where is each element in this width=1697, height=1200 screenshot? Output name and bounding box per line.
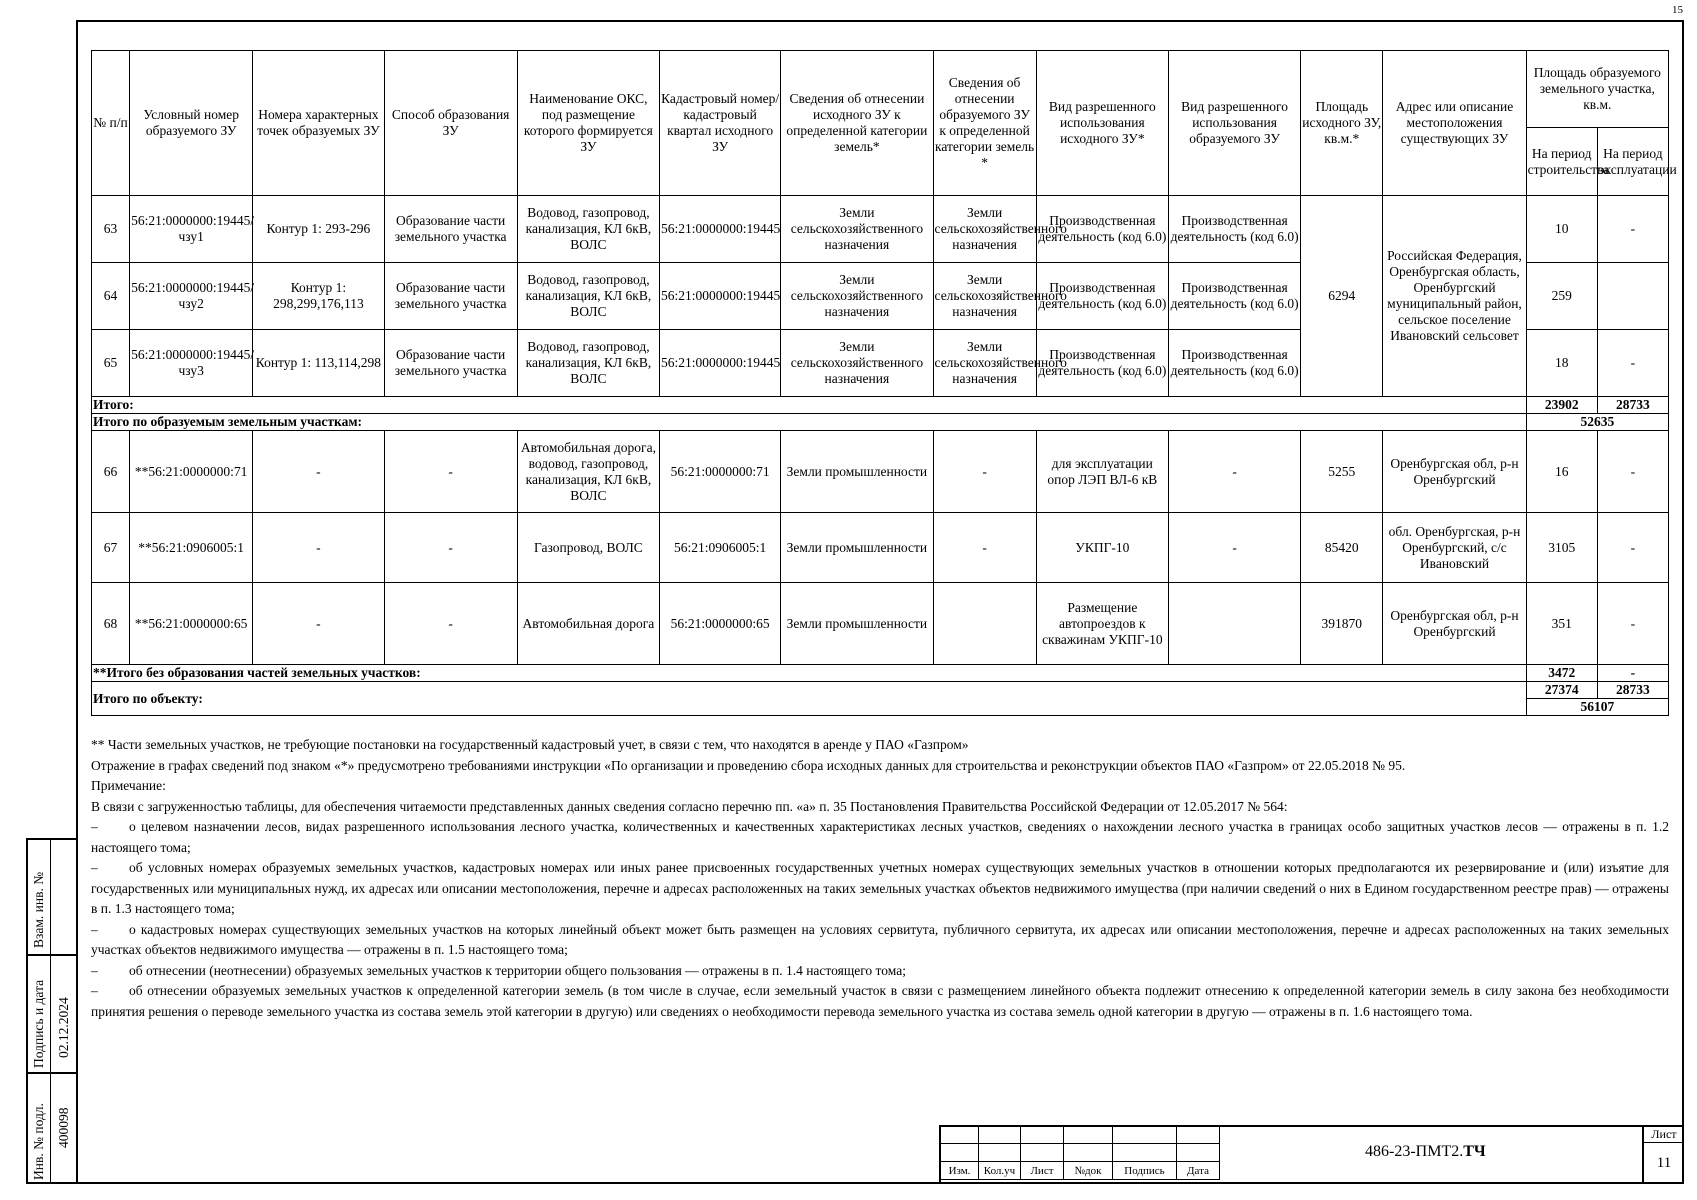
total-object-row: Итого по объекту: 27374 28733 bbox=[92, 682, 1669, 699]
header-cond-number: Условный номер образуемого ЗУ bbox=[130, 51, 253, 196]
shared-address: Российская Федерация, Оренбургская область, Оренбургский муниципальный район, сельское поселение Ивановский сельсовет bbox=[1383, 196, 1526, 397]
col-izm: Изм. bbox=[941, 1162, 979, 1180]
inv-label: Инв. № подл. bbox=[31, 1103, 46, 1180]
list-item: – об отнесении (неотнесении) образуемых земельных участков к территории общего пользования — отражены в п. 1.4 настоящего тома; bbox=[91, 962, 906, 978]
signature-date-label: Подпись и дата bbox=[31, 979, 46, 1068]
list-item: – об отнесении образуемых земельных участков к определенной категории земель (в том числе в случае, если земельный участок в связи с размещением линейного объекта подлежит отнесению к определенной категории земель в силу закона без необходимости принятия решения о переводе земельного участка из состава земель этой категории в другую) или сведениях о необходимости перевода земельного участка из состава земель одной категории в другую — отражены в п. 1.6 настоящего тома. bbox=[91, 983, 1669, 1019]
header-method: Способ образования ЗУ bbox=[384, 51, 517, 196]
shared-src-area: 6294 bbox=[1301, 196, 1383, 397]
footnote: ** Части земельных участков, не требующие постановки на государственный кадастровый учет, в связи с тем, что находятся в аренде у ПАО «Газпром» bbox=[91, 737, 969, 752]
col-data: Дата bbox=[1177, 1162, 1220, 1180]
page-corner-number: 15 bbox=[1672, 4, 1683, 16]
header-area-build: На период строительства bbox=[1526, 128, 1597, 196]
table-row: 68 **56:21:0000000:65 - - Автомобильная дорога 56:21:0000000:65 Земли промышленности Размещение автопроездов к скважинам УКПГ-10 391870 Оренбургская обл, р-н Оренбургский 351 - bbox=[92, 583, 1669, 665]
signature-date-value: 02.12.2024 bbox=[56, 997, 71, 1058]
inv-number: 400098 bbox=[56, 1107, 71, 1148]
header-src-use: Вид разрешенного использования исходного ЗУ* bbox=[1036, 51, 1168, 196]
side-stamp bbox=[26, 838, 78, 1184]
remark-title: Примечание: bbox=[91, 778, 166, 793]
table-row: 64 56:21:0000000:19445/чзу2 Контур 1: 298,299,176,113 Образование части земельного участка Водовод, газопровод, канализация, КЛ 6кВ, ВОЛС 56:21:0000000:19445 Земли сельскохозяйственного назначения Земли сельскохозяйственного назначения Производственная деятельность (код 6.0) Производственная деятельность (код 6.0) 259 bbox=[92, 263, 1669, 330]
header-area-group: Площадь образуемого земельного участка, кв.м. bbox=[1526, 51, 1668, 128]
notes-section bbox=[91, 735, 1669, 1022]
header-points: Номера характерных точек образуемых ЗУ bbox=[253, 51, 384, 196]
document-code: 486-23-ПМТ2.ТЧ bbox=[1365, 1143, 1486, 1160]
sheet-number: 11 bbox=[1656, 1155, 1672, 1171]
remark-intro: В связи с загруженностью таблицы, для обеспечения читаемости представленных данных сведения согласно перечню пп. «а» п. 35 Постановления Правительства Российской Федерации от 12.05.2017 № 564: bbox=[91, 798, 1288, 814]
list-item: – о целевом назначении лесов, видах разрешенного использования лесного участка, количественных и качественных характеристиках лесных участков, сведениях о нахождении лесного участка в границах особо защитных участков лесов — отражены в п. 1.2 настоящего тома; bbox=[91, 819, 1669, 855]
col-podpis: Подпись bbox=[1113, 1162, 1177, 1180]
header-new-category: Сведения об отнесении образуемого ЗУ к определенной категории земель * bbox=[933, 51, 1036, 196]
land-plots-table bbox=[91, 50, 1677, 716]
sheet-label: Лист bbox=[1651, 1127, 1677, 1141]
total-object-sum: 56107 bbox=[1526, 699, 1668, 716]
total-formed-row: Итого по образуемым земельным участкам: 52635 bbox=[92, 414, 1669, 431]
header-cadastral: Кадастровый номер/ кадастровый квартал исходного ЗУ bbox=[660, 51, 781, 196]
sheet-box bbox=[1642, 1125, 1684, 1184]
title-block-grid bbox=[940, 1125, 1220, 1180]
col-kol: Кол.уч bbox=[979, 1162, 1021, 1180]
table-row: 67 **56:21:0906005:1 - - Газопровод, ВОЛС 56:21:0906005:1 Земли промышленности - УКПГ-10 - 85420 обл. Оренбургская, р-н Оренбургский, с/с Ивановский 3105 - bbox=[92, 513, 1669, 583]
vzam-label: Взам. инв. № bbox=[31, 871, 46, 948]
total-row: Итого: 23902 28733 bbox=[92, 397, 1669, 414]
list-item: – об условных номерах образуемых земельных участков, кадастровых номерах или иных ранее присвоенных государственных учетных номерах существующих земельных участков в отношении которых предполагаются их резервирование и (или) изъятие для государственных или муниципальных нужд, их адресах или описании местоположения, перечне и адресах расположенных на таких земельных участках объектов недвижимого имущества (при наличии сведений о них в Едином государственном реестре прав) — отражены в п. 1.3 настоящего тома; bbox=[91, 860, 1669, 916]
header-num: № п/п bbox=[92, 51, 130, 196]
reflection-note: Отражение в графах сведений под знаком «*» предусмотрено требованиями инструкции «По организации и проведению сбора исходных данных для строительства и реконструкции объектов ПАО «Газпром» от 22.05.2018 № 95. bbox=[91, 757, 1406, 773]
list-item: – о кадастровых номерах существующих земельных участков на которых линейный объект может быть размещен на условиях сервитута, публичного сервитута, их адресах или описании местоположения, перечне и адресах расположенных на таких земельных участках объектов недвижимого имущества — отражены в п. 1.5 настоящего тома; bbox=[91, 921, 1669, 957]
header-oks: Наименование ОКС, под размещение которого формируется ЗУ bbox=[517, 51, 659, 196]
header-address: Адрес или описание местоположения существующих ЗУ bbox=[1383, 51, 1526, 196]
col-ndok: №док bbox=[1064, 1162, 1113, 1180]
table-row: 66 **56:21:0000000:71 - - Автомобильная дорога, водовод, газопровод, канализация, КЛ 6кВ, ВОЛС 56:21:0000000:71 Земли промышленности - для эксплуатации опор ЛЭП ВЛ-6 кВ - 5255 Оренбургская обл, р-н Оренбургский 16 - bbox=[92, 431, 1669, 513]
header-src-area: Площадь исходного ЗУ, кв.м.* bbox=[1301, 51, 1383, 196]
col-list: Лист bbox=[1021, 1162, 1064, 1180]
total-no-parts-row: **Итого без образования частей земельных участков: 3472 - bbox=[92, 665, 1669, 682]
header-src-category: Сведения об отнесении исходного ЗУ к определенной категории земель* bbox=[781, 51, 933, 196]
header-area-exploit: На период эксплуатации bbox=[1597, 128, 1668, 196]
header-new-use: Вид разрешенного использования образуемого ЗУ bbox=[1168, 51, 1300, 196]
table-row: 65 56:21:0000000:19445/чзу3 Контур 1: 113,114,298 Образование части земельного участка Водовод, газопровод, канализация, КЛ 6кВ, ВОЛС 56:21:0000000:19445 Земли сельскохозяйственного назначения Земли сельскохозяйственного назначения Производственная деятельность (код 6.0) Производственная деятельность (код 6.0) 18 - bbox=[92, 330, 1669, 397]
table-row: 63 56:21:0000000:19445/чзу1 Контур 1: 293-296 Образование части земельного участка Водовод, газопровод, канализация, КЛ 6кВ, ВОЛС 56:21:0000000:19445 Земли сельскохозяйственного назначения Земли сельскохозяйственного назначения Производственная деятельность (код 6.0) Производственная деятельность (код 6.0) 6294 Российская Федерация, Оренбургская область, Оренбургский муниципальный район, сельское поселение Ивановский сельсовет 10 - bbox=[92, 196, 1669, 263]
